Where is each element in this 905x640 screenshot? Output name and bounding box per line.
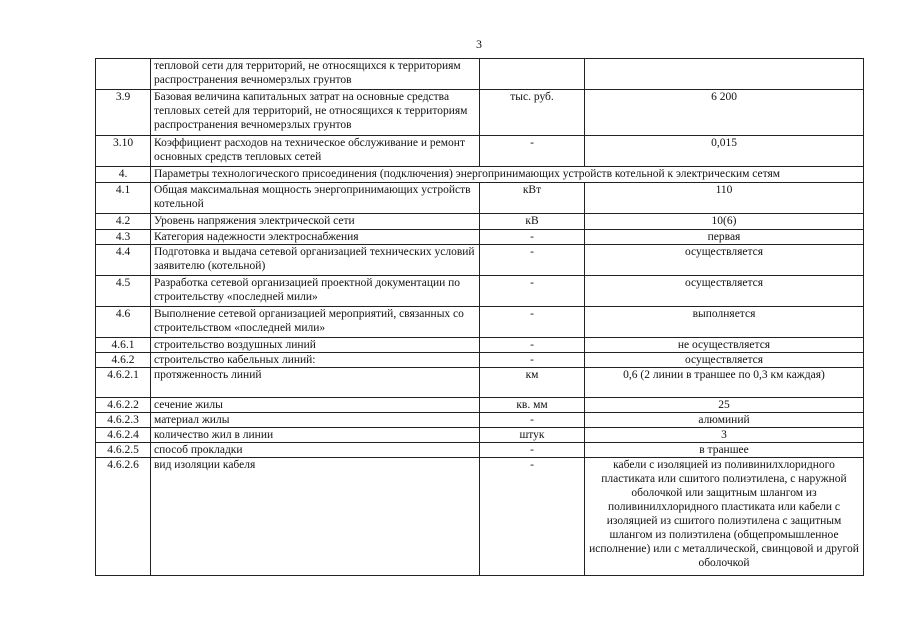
table-row <box>96 413 864 428</box>
row-unit: - <box>480 230 585 245</box>
table-row <box>96 183 864 214</box>
row-unit: - <box>480 245 585 276</box>
row-name: Подготовка и выдача сетевой организацией технических условий заявителю (котельной) <box>151 245 480 276</box>
row-value: выполняется <box>585 307 864 338</box>
row-unit: - <box>480 338 585 353</box>
table-row <box>96 368 864 398</box>
row-value: алюминий <box>585 413 864 428</box>
row-value: 3 <box>585 428 864 443</box>
row-number: 4.4 <box>96 245 151 276</box>
row-value: в траншее <box>585 443 864 458</box>
row-name: протяженность линий <box>151 368 480 398</box>
row-value: осуществляется <box>585 353 864 368</box>
row-unit: - <box>480 307 585 338</box>
section-title: Параметры технологического присоединения (подключения) энергопринимающих устройств котельной к электрическим сетям <box>151 167 864 183</box>
row-unit <box>480 59 585 90</box>
table-row <box>96 307 864 338</box>
table-row <box>96 398 864 413</box>
row-unit: км <box>480 368 585 398</box>
row-unit: тыс. руб. <box>480 90 585 136</box>
row-value: 25 <box>585 398 864 413</box>
table-row <box>96 245 864 276</box>
row-value <box>585 59 864 90</box>
section-row <box>96 167 864 183</box>
row-number: 4. <box>96 167 151 183</box>
row-name: сечение жилы <box>151 398 480 413</box>
row-unit: кВ <box>480 214 585 230</box>
row-value: не осуществляется <box>585 338 864 353</box>
table-row <box>96 136 864 167</box>
row-number: 4.6.2 <box>96 353 151 368</box>
table-row <box>96 353 864 368</box>
row-number: 4.6.2.6 <box>96 458 151 576</box>
row-unit: - <box>480 458 585 576</box>
row-name: строительство воздушных линий <box>151 338 480 353</box>
row-unit: штук <box>480 428 585 443</box>
row-name: тепловой сети для территорий, не относящихся к территориям распространения вечномерзлых грунтов <box>151 59 480 90</box>
row-number: 4.6.2.2 <box>96 398 151 413</box>
row-unit: - <box>480 276 585 307</box>
table-row <box>96 443 864 458</box>
row-name: Коэффициент расходов на техническое обслуживание и ремонт основных средств тепловых сетей <box>151 136 480 167</box>
table-row <box>96 214 864 230</box>
row-unit: - <box>480 353 585 368</box>
row-name: Разработка сетевой организацией проектной документации по строительству «последней мили» <box>151 276 480 307</box>
row-unit: - <box>480 443 585 458</box>
row-number: 4.6.1 <box>96 338 151 353</box>
row-value: 0,015 <box>585 136 864 167</box>
row-name: материал жилы <box>151 413 480 428</box>
row-unit: - <box>480 413 585 428</box>
row-name: Общая максимальная мощность энергопринимающих устройств котельной <box>151 183 480 214</box>
row-value: осуществляется <box>585 245 864 276</box>
row-name: Уровень напряжения электрической сети <box>151 214 480 230</box>
row-number: 4.3 <box>96 230 151 245</box>
row-value: кабели с изоляцией из поливинилхлоридного пластиката или сшитого полиэтилена, с наружной оболочкой или защитным шлангом из поливинилхлоридного пластиката или кабели с изоляцией из сшитого полиэтилена с защитным шлангом из полиэтилена (общепромышленное исполнение) или с металлической, свинцовой и другой оболочкой <box>585 458 864 576</box>
row-number: 4.6.2.4 <box>96 428 151 443</box>
page-number: 3 <box>476 37 482 51</box>
row-name: способ прокладки <box>151 443 480 458</box>
table-row <box>96 428 864 443</box>
row-unit: кВт <box>480 183 585 214</box>
row-unit: - <box>480 136 585 167</box>
row-name: количество жил в линии <box>151 428 480 443</box>
table-row <box>96 276 864 307</box>
row-number: 4.2 <box>96 214 151 230</box>
row-number: 4.6.2.3 <box>96 413 151 428</box>
table-row <box>96 230 864 245</box>
row-number: 4.1 <box>96 183 151 214</box>
row-unit: кв. мм <box>480 398 585 413</box>
row-number: 4.6.2.1 <box>96 368 151 398</box>
row-value: 110 <box>585 183 864 214</box>
row-value: 6 200 <box>585 90 864 136</box>
row-value: осуществляется <box>585 276 864 307</box>
row-number: 4.6 <box>96 307 151 338</box>
row-value: 10(6) <box>585 214 864 230</box>
table-row <box>96 338 864 353</box>
row-value: 0,6 (2 линии в траншее по 0,3 км каждая) <box>585 368 864 398</box>
row-value: первая <box>585 230 864 245</box>
row-name: строительство кабельных линий: <box>151 353 480 368</box>
row-number: 3.10 <box>96 136 151 167</box>
row-number: 4.5 <box>96 276 151 307</box>
row-number <box>96 59 151 90</box>
table-row <box>96 59 864 90</box>
parameters-table <box>95 58 864 576</box>
table-row <box>96 90 864 136</box>
row-name: Категория надежности электроснабжения <box>151 230 480 245</box>
row-name: Выполнение сетевой организацией мероприятий, связанных со строительством «последней мили» <box>151 307 480 338</box>
row-number: 3.9 <box>96 90 151 136</box>
row-name: вид изоляции кабеля <box>151 458 480 576</box>
row-number: 4.6.2.5 <box>96 443 151 458</box>
row-name: Базовая величина капитальных затрат на основные средства тепловых сетей для территорий, не относящихся к территориям распространения вечномерзлых грунтов <box>151 90 480 136</box>
table-row <box>96 458 864 576</box>
